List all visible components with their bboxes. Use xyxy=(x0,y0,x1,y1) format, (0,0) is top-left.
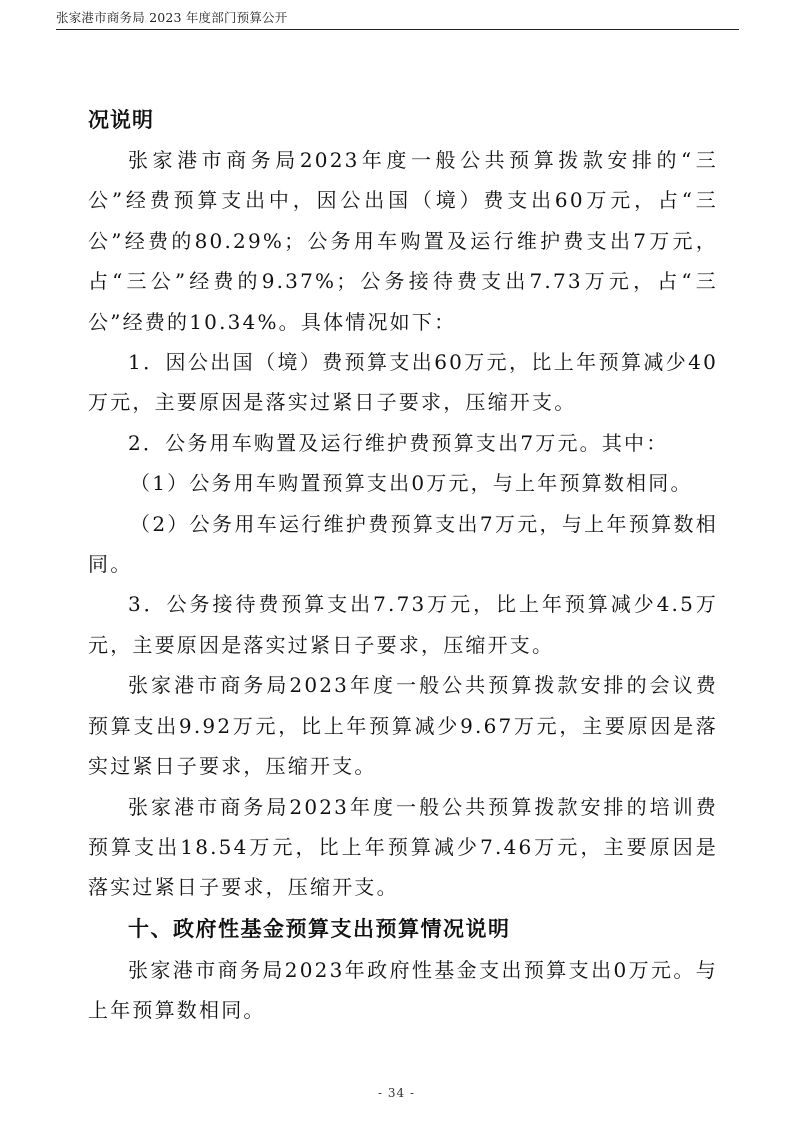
paragraph-government-fund: 张家港市商务局2023年政府性基金支出预算支出0万元。与上年预算数相同。 xyxy=(88,957,718,1023)
paragraph-meeting-fee: 张家港市商务局2023年度一般公共预算拨款安排的会议费预算支出9.92万元，比上年预算减少9.67万元，主要原因是落实过紧日子要求，压缩开支。 xyxy=(88,673,718,779)
paragraph-item-2-2: （2）公务用车运行维护费预算支出7万元，与上年预算数相同。 xyxy=(88,511,718,577)
paragraph-three-public-expenses: 张家港市商务局2023年度一般公共预算拨款安排的“三公”经费预算支出中，因公出国（境）费支出60万元，占“三公”经费的80.29%；公务用车购置及运行维护费支出7万元，占“三公”经费的9.37%；公务接待费支出7.73万元，占“三公”经费的10.34%。具体情况如下： xyxy=(88,148,718,334)
paragraph-training-fee: 张家港市商务局2023年度一般公共预算拨款安排的培训费预算支出18.54万元，比上年预算减少7.46万元，主要原因是落实过紧日子要求，压缩开支。 xyxy=(88,794,718,900)
paragraph-item-3: 3．公务接待费预算支出7.73万元，比上年预算减少4.5万元，主要原因是落实过紧日子要求，压缩开支。 xyxy=(88,592,718,657)
header-divider xyxy=(56,29,739,30)
page-number: - 34 - xyxy=(377,1086,415,1100)
page-header: 张家港市商务局 2023 年度部门预算公开 xyxy=(56,10,288,25)
section-ten-heading: 十、政府性基金预算支出预算情况说明 xyxy=(128,916,511,941)
paragraph-item-1: 1．因公出国（境）费预算支出60万元，比上年预算减少40万元，主要原因是落实过紧日子要求，压缩开支。 xyxy=(88,350,718,415)
document-body xyxy=(88,100,718,1031)
paragraph-item-2: 2．公务用车购置及运行维护费预算支出7万元。其中： xyxy=(128,430,669,455)
section-heading-continued: 况说明 xyxy=(88,108,154,132)
paragraph-item-2-1: （1）公务用车购置预算支出0万元，与上年预算数相同。 xyxy=(130,471,693,496)
